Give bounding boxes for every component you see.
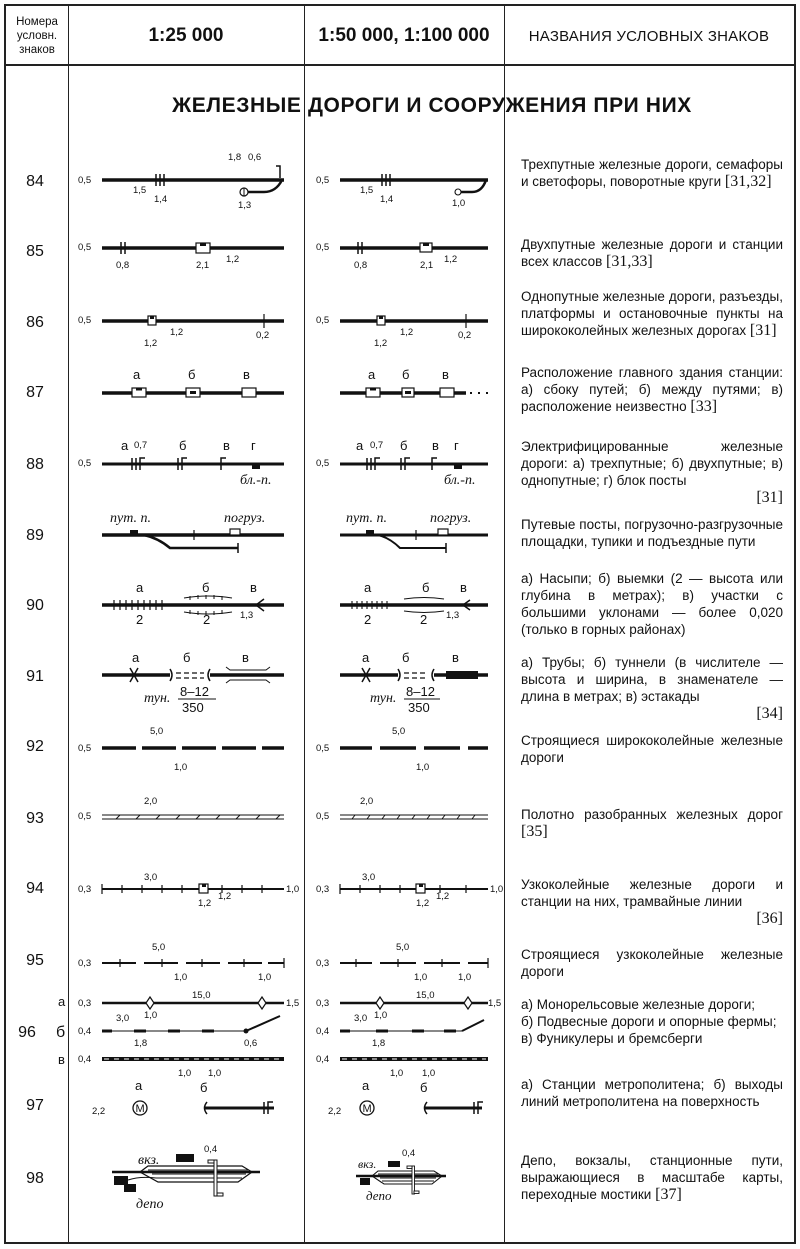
svg-text:б: б (200, 1080, 208, 1095)
svg-text:0,4: 0,4 (78, 1026, 92, 1037)
svg-text:1,8: 1,8 (228, 152, 242, 163)
svg-text:0,4: 0,4 (78, 1054, 92, 1065)
svg-text:а: а (135, 1078, 143, 1093)
svg-text:б: б (188, 367, 196, 382)
row-number-96: 96 (18, 1024, 36, 1041)
svg-text:0,4: 0,4 (204, 1144, 218, 1155)
svg-text:1,3: 1,3 (240, 610, 254, 621)
svg-text:1,3: 1,3 (238, 200, 252, 211)
svg-text:2,2: 2,2 (92, 1106, 106, 1117)
svg-text:0,3: 0,3 (78, 998, 92, 1009)
svg-text:0,7: 0,7 (370, 440, 384, 451)
svg-text:а: а (121, 438, 129, 453)
symbol-84-25k (78, 148, 298, 211)
symbol-89-25k (78, 508, 298, 558)
description-86: Однопутные железные дороги, разъезды, платформы и остановочные пункты на ширококолейных железных дорогах [31] (521, 289, 783, 339)
symbol-85-50k (316, 235, 496, 275)
svg-text:1,0: 1,0 (178, 1068, 192, 1079)
svg-text:2: 2 (136, 612, 144, 627)
description-98: Депо, вокзалы, станционные пути, выражающиеся в масштабе карты, переходные мостики [37] (521, 1153, 783, 1203)
svg-text:а: а (132, 650, 140, 665)
svg-text:погруз.: погруз. (224, 511, 266, 526)
svg-text:в: в (442, 367, 449, 382)
svg-text:2,2: 2,2 (328, 1106, 342, 1117)
symbol-98-25k (100, 1140, 300, 1220)
svg-text:3,0: 3,0 (116, 1013, 130, 1024)
svg-text:в: в (223, 438, 230, 453)
svg-text:0,5: 0,5 (316, 458, 330, 469)
symbol-96-50k (316, 988, 506, 1078)
row-number-88: 88 (26, 456, 44, 473)
description-88: Электрифицированные железные дороги: а) трехпутные; б) двухпутные; в) однопутные; г) блок посты [31] (521, 439, 783, 506)
svg-text:1,0: 1,0 (144, 1010, 158, 1021)
svg-text:0,5: 0,5 (316, 242, 330, 253)
svg-text:0,5: 0,5 (78, 743, 92, 754)
svg-text:2,0: 2,0 (144, 796, 158, 807)
svg-text:5,0: 5,0 (396, 942, 410, 953)
svg-text:0,2: 0,2 (458, 330, 472, 341)
svg-text:1,8: 1,8 (134, 1038, 148, 1049)
svg-text:б: б (400, 438, 408, 453)
svg-text:0,7: 0,7 (134, 440, 148, 451)
svg-text:3,0: 3,0 (362, 872, 376, 883)
svg-text:вкз.: вкз. (138, 1153, 160, 1168)
svg-text:1,2: 1,2 (374, 338, 388, 349)
description-91: а) Трубы; б) туннели (в числителе — высота и ширина, в знаменателе — длина в метрах; в) эстакады [34] (521, 655, 783, 722)
svg-text:а: а (133, 367, 141, 382)
column-divider (68, 6, 69, 1242)
svg-text:3,0: 3,0 (144, 872, 158, 883)
svg-text:1,0: 1,0 (208, 1068, 222, 1079)
description-87: Расположение главного здания станции: а) сбоку путей; б) между путями; в) расположение неизвестно [33] (521, 365, 783, 415)
row-number-89: 89 (26, 527, 44, 544)
svg-text:0,4: 0,4 (316, 1026, 330, 1037)
svg-text:0,5: 0,5 (78, 811, 92, 822)
svg-text:0,8: 0,8 (116, 260, 130, 271)
symbol-95-50k (316, 938, 506, 988)
svg-text:1,2: 1,2 (436, 891, 450, 902)
svg-text:М: М (362, 1103, 372, 1115)
symbol-94-50k (316, 868, 506, 918)
row-number-97: 97 (26, 1097, 44, 1114)
svg-text:1,0: 1,0 (414, 972, 428, 983)
svg-text:0,5: 0,5 (316, 175, 330, 186)
svg-text:1,0: 1,0 (422, 1068, 436, 1079)
svg-text:0,2: 0,2 (256, 330, 270, 341)
svg-text:а: а (356, 438, 364, 453)
svg-text:3,0: 3,0 (354, 1013, 368, 1024)
row-number-91: 91 (26, 668, 44, 685)
symbol-84-50k (316, 148, 496, 208)
svg-text:1,4: 1,4 (380, 194, 394, 205)
svg-text:0,5: 0,5 (78, 242, 92, 253)
svg-text:0,3: 0,3 (316, 998, 330, 1009)
svg-text:1,0: 1,0 (490, 884, 504, 895)
description-95: Строящиеся узкоколейные железные дороги (521, 947, 783, 979)
svg-text:1,2: 1,2 (218, 891, 232, 902)
svg-text:в: в (452, 650, 459, 665)
symbol-92-25k (78, 722, 298, 772)
svg-text:1,0: 1,0 (258, 972, 272, 983)
symbol-93-25k (78, 792, 298, 832)
description-92: Строящиеся ширококолейные железные дороги (521, 733, 783, 765)
svg-text:15,0: 15,0 (192, 990, 211, 1001)
svg-text:2,0: 2,0 (360, 796, 374, 807)
svg-text:0,3: 0,3 (316, 958, 330, 969)
svg-text:1,0: 1,0 (286, 884, 300, 895)
svg-text:2: 2 (203, 612, 211, 627)
symbol-87-25k (78, 366, 298, 406)
svg-text:б: б (183, 650, 191, 665)
svg-text:б: б (402, 650, 410, 665)
svg-text:0,8: 0,8 (354, 260, 368, 271)
svg-text:1,2: 1,2 (198, 898, 212, 909)
section-title: ЖЕЛЕЗНЫЕ ДОРОГИ И СООРУЖЕНИЯ ПРИ НИХ (172, 94, 692, 117)
row-number-95: 95 (26, 952, 44, 969)
symbol-86-25k (78, 308, 298, 348)
svg-text:15,0: 15,0 (416, 990, 435, 1001)
svg-text:2: 2 (364, 612, 372, 627)
description-85: Двухпутные железные дороги и станции всех классов [31,33] (521, 237, 783, 270)
row-number-87: 87 (26, 384, 44, 401)
svg-text:0,5: 0,5 (316, 315, 330, 326)
svg-text:г: г (251, 438, 256, 453)
svg-text:0,5: 0,5 (78, 458, 92, 469)
row-number-86: 86 (26, 314, 44, 331)
symbol-87-50k (316, 366, 496, 406)
svg-text:1,2: 1,2 (144, 338, 158, 349)
svg-text:б: б (179, 438, 187, 453)
svg-text:б: б (202, 580, 210, 595)
symbol-98-50k (350, 1148, 490, 1218)
svg-text:0,6: 0,6 (248, 152, 262, 163)
svg-text:б: б (402, 367, 410, 382)
row-96-sub-c: в (58, 1052, 65, 1067)
svg-text:а: а (136, 580, 144, 595)
svg-text:1,5: 1,5 (360, 185, 374, 196)
symbol-86-50k (316, 308, 496, 348)
description-93: Полотно разобранных железных дорог [35] (521, 807, 783, 840)
symbol-94-25k (78, 868, 308, 918)
symbol-88-25k (78, 438, 298, 490)
svg-text:1,2: 1,2 (226, 254, 240, 265)
svg-text:пут. п.: пут. п. (346, 511, 387, 526)
svg-text:погруз.: погруз. (430, 511, 472, 526)
svg-text:бл.-п.: бл.-п. (240, 473, 272, 488)
svg-text:депо: депо (366, 1188, 392, 1203)
symbol-90-25k (78, 578, 298, 630)
svg-text:1,0: 1,0 (174, 972, 188, 983)
symbol-91-25k (78, 648, 298, 718)
svg-text:8–12: 8–12 (406, 684, 435, 699)
svg-text:1,0: 1,0 (458, 972, 472, 983)
row-number-93: 93 (26, 810, 44, 827)
svg-text:0,5: 0,5 (78, 175, 92, 186)
svg-text:0,5: 0,5 (316, 743, 330, 754)
symbol-97-25k (78, 1078, 298, 1128)
svg-text:0,3: 0,3 (316, 884, 330, 895)
svg-text:в: в (243, 367, 250, 382)
svg-text:тун.: тун. (370, 691, 397, 706)
svg-text:1,5: 1,5 (133, 185, 147, 196)
svg-text:1,2: 1,2 (444, 254, 458, 265)
svg-text:1,0: 1,0 (390, 1068, 404, 1079)
description-84: Трехпутные железные дороги, семафоры и светофоры, поворотные круги [31,32] (521, 157, 783, 190)
svg-text:1,8: 1,8 (372, 1038, 386, 1049)
svg-text:0,3: 0,3 (78, 958, 92, 969)
svg-text:0,4: 0,4 (402, 1148, 416, 1159)
svg-text:в: в (242, 650, 249, 665)
svg-text:в: в (432, 438, 439, 453)
svg-text:1,0: 1,0 (174, 762, 188, 773)
svg-text:2,1: 2,1 (420, 260, 434, 271)
header-scale-25000: 1:25 000 (148, 25, 224, 46)
symbol-90-50k (316, 578, 496, 630)
row-number-90: 90 (26, 597, 44, 614)
symbol-88-50k (316, 438, 496, 490)
svg-text:350: 350 (408, 700, 430, 715)
svg-text:0,3: 0,3 (78, 884, 92, 895)
symbol-91-50k (316, 648, 496, 718)
svg-text:0,5: 0,5 (316, 811, 330, 822)
svg-text:а: а (362, 1078, 370, 1093)
svg-text:1,5: 1,5 (286, 998, 300, 1009)
svg-text:1,2: 1,2 (400, 327, 414, 338)
symbol-95-25k (78, 938, 308, 988)
description-89: Путевые посты, погрузочно-разгрузочные площадки, тупики и подъездные пути (521, 517, 783, 549)
svg-text:в: в (460, 580, 467, 595)
description-94: Узкоколейные железные дороги и станции на них, трамвайные линии [36] (521, 877, 783, 927)
symbol-96-25k (78, 988, 308, 1078)
symbol-92-50k (316, 722, 496, 772)
row-number-85: 85 (26, 243, 44, 260)
symbol-85-25k (78, 235, 298, 275)
svg-text:а: а (364, 580, 372, 595)
svg-text:депо: депо (136, 1197, 164, 1212)
svg-text:5,0: 5,0 (150, 726, 164, 737)
svg-text:вкз.: вкз. (358, 1157, 377, 1171)
svg-text:пут. п.: пут. п. (110, 511, 151, 526)
svg-text:0,4: 0,4 (316, 1054, 330, 1065)
symbol-93-50k (316, 792, 496, 832)
description-90: а) Насыпи; б) выемки (2 — высота или глубина в метрах); в) участки с большими уклонами — более 0,020 (только в горных районах) (521, 571, 783, 637)
symbol-97-50k (316, 1078, 496, 1128)
svg-text:0,6: 0,6 (244, 1038, 258, 1049)
svg-text:2: 2 (420, 612, 428, 627)
svg-text:а: а (362, 650, 370, 665)
svg-text:1,0: 1,0 (452, 198, 466, 209)
svg-text:350: 350 (182, 700, 204, 715)
row-number-98: 98 (26, 1170, 44, 1187)
svg-text:тун.: тун. (144, 691, 171, 706)
header-scale-50000-100000: 1:50 000, 1:100 000 (318, 25, 490, 46)
header-names-column: НАЗВАНИЯ УСЛОВНЫХ ЗНАКОВ (528, 27, 770, 45)
svg-text:1,2: 1,2 (416, 898, 430, 909)
svg-text:1,5: 1,5 (488, 998, 502, 1009)
description-96: а) Монорельсовые железные дороги; б) Подвесные дороги и опорные фермы; в) Фуникулеры и бремсберги (521, 997, 777, 1046)
svg-text:в: в (250, 580, 257, 595)
row-96-sub-a: а (58, 994, 66, 1009)
svg-text:1,3: 1,3 (446, 610, 460, 621)
svg-text:1,4: 1,4 (154, 194, 168, 205)
svg-text:1,2: 1,2 (170, 327, 184, 338)
row-96-sub-b: б (56, 1024, 66, 1041)
svg-text:б: б (422, 580, 430, 595)
row-number-92: 92 (26, 738, 44, 755)
description-97: а) Станции метрополитена; б) выходы линий метрополитена на поверхность (521, 1077, 783, 1109)
svg-text:1,0: 1,0 (374, 1010, 388, 1021)
svg-text:5,0: 5,0 (392, 726, 406, 737)
header-number-column: Номера условн. знаков (16, 16, 58, 56)
svg-text:а: а (368, 367, 376, 382)
svg-text:б: б (420, 1080, 428, 1095)
symbol-89-50k (316, 508, 496, 558)
svg-text:1,0: 1,0 (416, 762, 430, 773)
svg-text:2,1: 2,1 (196, 260, 210, 271)
svg-text:М: М (135, 1103, 145, 1115)
svg-text:г: г (454, 438, 459, 453)
svg-text:5,0: 5,0 (152, 942, 166, 953)
row-number-94: 94 (26, 880, 44, 897)
svg-text:бл.-п.: бл.-п. (444, 473, 476, 488)
svg-text:0,5: 0,5 (78, 315, 92, 326)
row-number-84: 84 (26, 173, 44, 190)
svg-text:8–12: 8–12 (180, 684, 209, 699)
